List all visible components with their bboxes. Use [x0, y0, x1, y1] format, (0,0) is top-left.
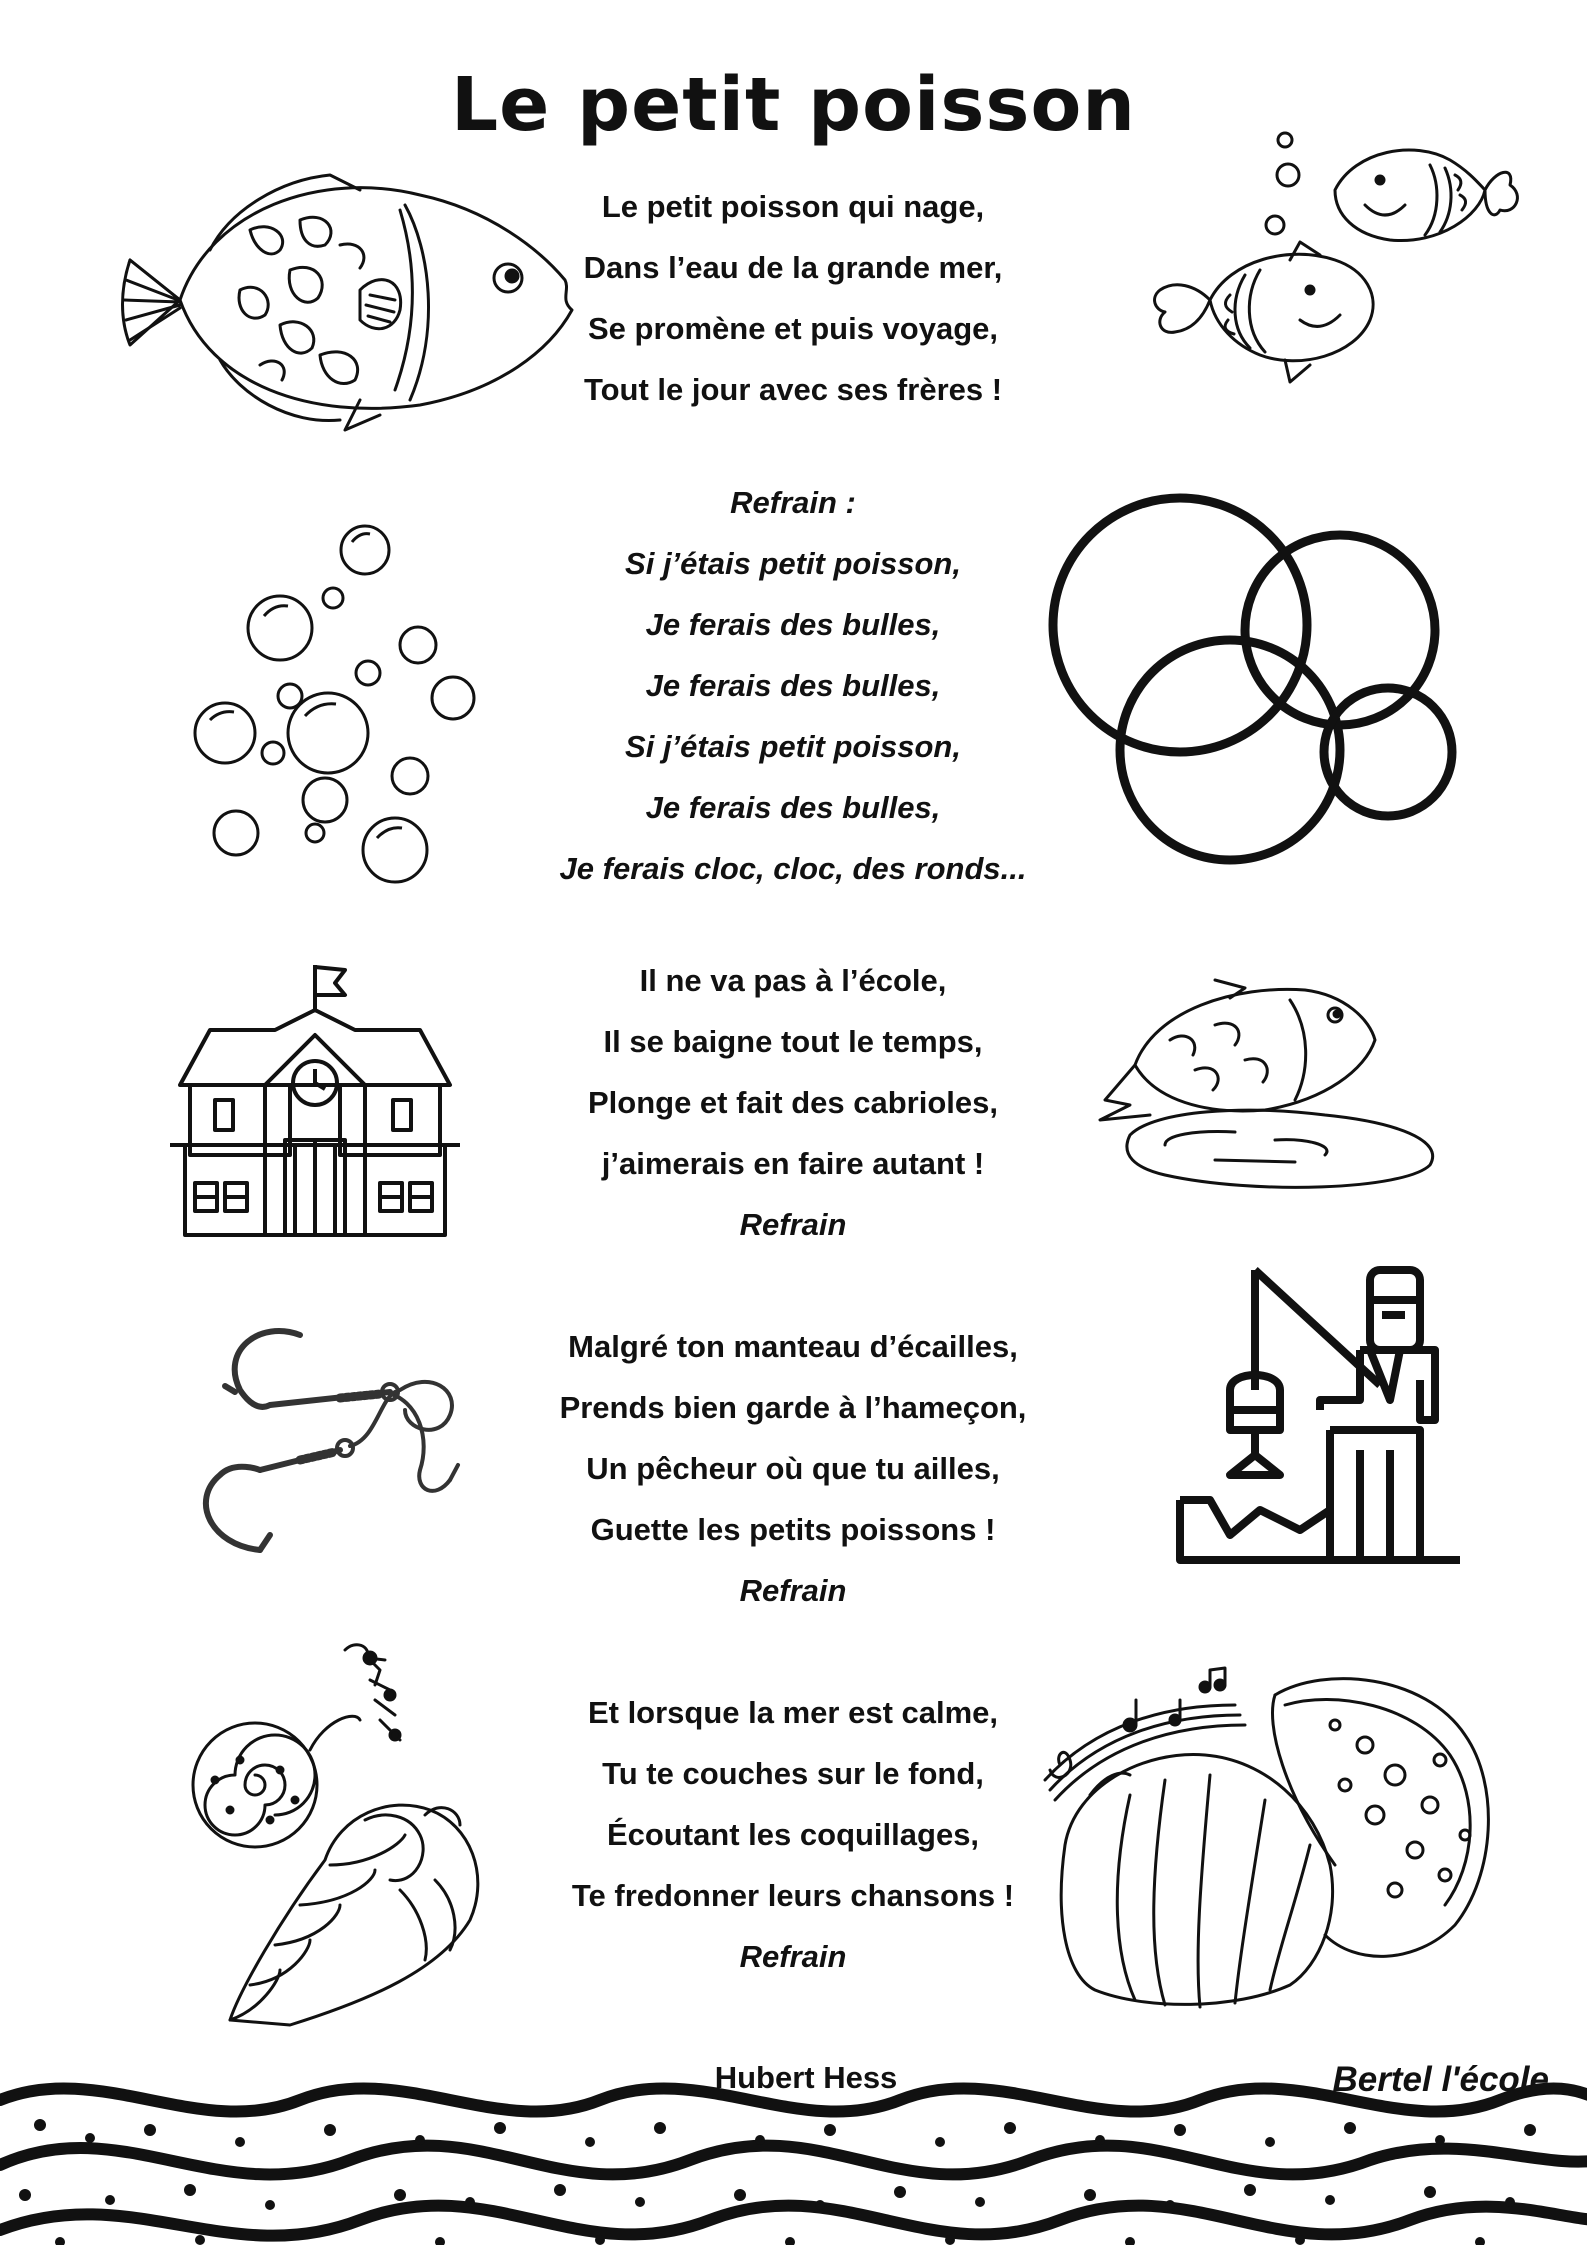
big-fish-icon — [60, 150, 580, 440]
verse-line: Te fredonner leurs chansons ! — [571, 1878, 1015, 1913]
page-title: Le petit poisson — [451, 62, 1136, 148]
verse-line: Dans l’eau de la grande mer, — [583, 250, 1003, 285]
school-icon — [170, 965, 460, 1235]
stanza-1 — [493, 176, 1093, 420]
verse-line: Guette les petits poissons ! — [590, 1512, 996, 1547]
stanza-4 — [493, 1682, 1093, 1987]
seashells-icon — [170, 1640, 500, 2030]
verse-line: Écoutant les coquillages, — [606, 1817, 980, 1852]
refrain-heading: Refrain : — [730, 485, 856, 520]
refrain-line: Si j’étais petit poisson, — [625, 729, 961, 764]
bubbles-icon — [190, 520, 490, 890]
verse-line: Un pêcheur où que tu ailles, — [586, 1451, 1000, 1486]
verse-line: j’aimerais en faire autant ! — [601, 1146, 985, 1181]
refrain-line: Je ferais cloc, cloc, des ronds... — [559, 851, 1027, 886]
waves-border — [0, 2070, 1587, 2245]
verse-line: Plonge et fait des cabrioles, — [587, 1085, 998, 1120]
stanza-2 — [493, 950, 1093, 1255]
fish-jumping-icon — [1095, 970, 1445, 1190]
verse-line: Il ne va pas à l’école, — [639, 963, 947, 998]
verse-line: Et lorsque la mer est calme, — [587, 1695, 999, 1730]
refrain-line: Je ferais des bulles, — [645, 790, 941, 825]
refrain-marker: Refrain — [739, 1573, 847, 1608]
rings-icon — [1050, 490, 1470, 880]
author-name: Hubert Hess — [714, 2060, 898, 2095]
fishing-hooks-icon — [190, 1320, 470, 1560]
stanza-3 — [493, 1316, 1093, 1621]
verse-line: Se promène et puis voyage, — [587, 311, 999, 346]
refrain-line: Je ferais des bulles, — [645, 668, 941, 703]
brand-name: Bertel l'école — [1332, 2060, 1549, 2099]
verse-line: Tu te couches sur le fond, — [602, 1756, 984, 1791]
refrain-marker: Refrain — [739, 1207, 847, 1242]
refrain — [493, 472, 1093, 899]
fisherman-icon — [1170, 1260, 1480, 1570]
verse-line: Le petit poisson qui nage, — [601, 189, 985, 224]
refrain-line: Je ferais des bulles, — [645, 607, 941, 642]
seashell-music-icon — [1035, 1665, 1505, 2020]
refrain-marker: Refrain — [739, 1939, 847, 1974]
verse-line: Malgré ton manteau d’écailles, — [568, 1329, 1018, 1364]
verse-line: Prends bien garde à l’hameçon, — [559, 1390, 1027, 1425]
two-fish-icon — [1140, 120, 1520, 410]
verse-line: Tout le jour avec ses frères ! — [583, 372, 1003, 407]
refrain-line: Si j’étais petit poisson, — [625, 546, 961, 581]
verse-line: Il se baigne tout le temps, — [603, 1024, 983, 1059]
